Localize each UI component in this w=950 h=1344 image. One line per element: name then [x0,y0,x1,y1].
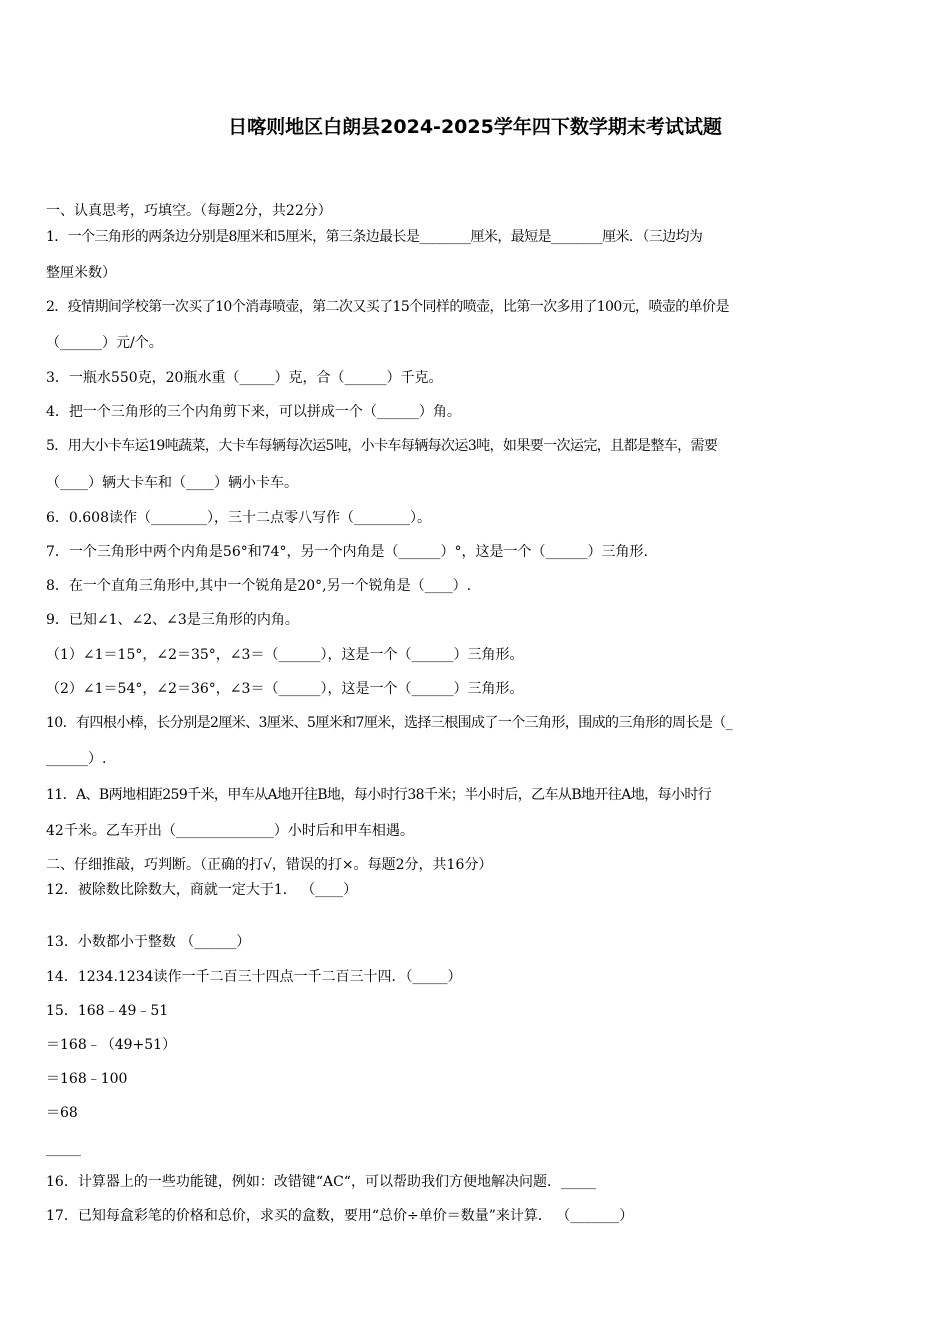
question-5-line-1: 5．用大小卡车运19吨蔬菜，大卡车每辆每次运5吨，小卡车每辆每次运3吨，如果要一次运完，且都是整车，需要 [46,438,718,454]
question-15-line-1: 15．168﹣49﹣51 [46,1003,169,1019]
question-6: 6．0.608读作（________），三十二点零八写作（________）。 [46,510,431,526]
question-14: 14．1234.1234读作一千二百三十四点一千二百三十四．（_____） [46,969,462,985]
question-13: 13．小数都小于整数 （______） [46,934,251,950]
question-9-part-2: （2）∠1＝54°，∠2＝36°，∠3＝（______），这是一个（______）三角形。 [46,681,524,697]
question-15-line-4: ＝68 [46,1105,78,1121]
question-2-line-2: （______）元/个。 [46,335,163,351]
question-1-line-2: 整厘米数） [46,265,116,281]
question-16: 16．计算器上的一些功能键，例如：改错键“AC“，可以帮助我们方便地解决问题．_____ [46,1174,596,1190]
page-title: 日喀则地区白朗县2024-2025学年四下数学期末考试试题 [228,116,722,138]
question-11-line-2: 42千米。乙车开出（______________）小时后和甲车相遇。 [46,823,414,839]
question-15-line-2: ＝168﹣（49+51） [46,1037,177,1053]
question-8: 8．在一个直角三角形中,其中一个锐角是20°,另一个锐角是（____）. [46,578,472,594]
question-1-line-1: 1．一个三角形的两条边分别是8厘米和5厘米，第三条边最长是________厘米，最短是________厘米．（三边均为 [46,229,703,245]
question-11-line-1: 11．A、B两地相距259千米，甲车从A地开往B地，每小时行38千米；半小时后，乙车从B地开往A地，每小时行 [46,787,712,803]
question-4: 4．把一个三角形的三个内角剪下来，可以拼成一个（______）角。 [46,404,461,420]
question-12: 12．被除数比除数大，商就一定大于1． （____） [46,882,358,898]
question-3: 3．一瓶水550克，20瓶水重（_____）克，合（______）千克。 [46,370,443,386]
section-2-heading: 二、仔细推敲，巧判断。（正确的打√，错误的打×。每题2分，共16分） [46,857,493,873]
question-5-line-2: （____）辆大卡车和（____）辆小卡车。 [46,475,298,491]
question-15-line-3: ＝168﹣100 [46,1071,128,1087]
question-7: 7．一个三角形中两个内角是56°和74°，另一个内角是（______）°，这是一个（______）三角形. [46,544,648,560]
question-10-line-2: ______）. [46,751,107,767]
question-2-line-1: 2．疫情期间学校第一次买了10个消毒喷壶，第二次又买了15个同样的喷壶，比第一次多用了100元，喷壶的单价是 [46,299,729,315]
question-15-answer-blank: _____ [46,1141,81,1157]
question-10-line-1: 10．有四根小棒，长分别是2厘米、3厘米、5厘米和7厘米，选择三根围成了一个三角形，围成的三角形的周长是（_ [46,715,733,731]
question-17: 17．已知每盒彩笔的价格和总价，求买的盒数，要用“总价÷单价＝数量”来计算． （_______） [46,1208,634,1224]
section-1-heading: 一、认真思考，巧填空。（每题2分，共22分） [46,203,332,219]
question-9-part-1: （1）∠1＝15°，∠2＝35°，∠3＝（______），这是一个（______）三角形。 [46,647,524,663]
question-9: 9．已知∠1、∠2、∠3是三角形的内角。 [46,612,299,628]
